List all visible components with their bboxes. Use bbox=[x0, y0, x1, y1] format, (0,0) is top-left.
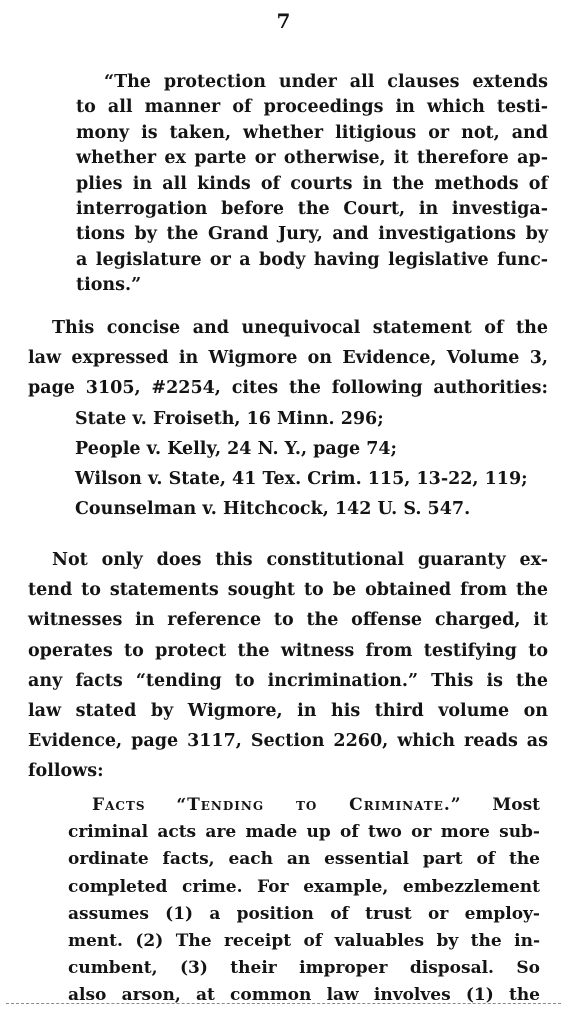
extract-line: assumes (1) a position of trust or employ- bbox=[68, 903, 540, 924]
extract-line: criminal acts are made up of two or more sub- bbox=[68, 822, 540, 843]
quote-line: to all manner of proceedings in which testi- bbox=[76, 97, 548, 118]
quote-line: a legislature or a body having legislative func- bbox=[76, 249, 548, 270]
paragraph-incrimination bbox=[28, 545, 548, 787]
paragraph-line: law expressed in Wigmore on Evidence, Volume 3, bbox=[28, 348, 548, 369]
page-bottom-rule bbox=[6, 1003, 561, 1004]
extract-line: ment. (2) The receipt of valuables by the in- bbox=[68, 931, 540, 952]
extract-line: also arson, at common law involves (1) the bbox=[68, 985, 540, 1006]
page-number: 7 bbox=[276, 9, 291, 33]
citation-list bbox=[28, 404, 548, 525]
citation-item: People v. Kelly, 24 N. Y., page 74; bbox=[75, 438, 398, 459]
extract-line-rest: Most bbox=[492, 795, 540, 815]
quote-line: interrogation before the Court, in investiga- bbox=[76, 199, 548, 220]
citation-item: Counselman v. Hitchcock, 142 U. S. 547. bbox=[75, 499, 471, 520]
extract-line: ordinate facts, each an essential part of the bbox=[68, 849, 540, 870]
extract-line: completed crime. For example, embezzlement bbox=[68, 876, 540, 897]
paragraph-line: page 3105, #2254, cites the following authorities: bbox=[28, 378, 548, 399]
quote-line: mony is taken, whether litigious or not, and bbox=[76, 122, 548, 143]
quote-line: tions by the Grand Jury, and investigations by bbox=[76, 224, 548, 245]
block-quotation bbox=[76, 70, 548, 299]
extract-heading-facts: Facts bbox=[92, 795, 146, 815]
paragraph-line: follows: bbox=[28, 761, 104, 782]
paragraph-line: Evidence, page 3117, Section 2260, which reads as bbox=[28, 731, 548, 752]
paragraph-line: law stated by Wigmore, in his third volume on bbox=[28, 701, 548, 722]
wigmore-extract bbox=[68, 792, 540, 1010]
extract-heading-tending: “Tending to Criminate.” bbox=[176, 795, 462, 815]
quote-line: whether ex parte or otherwise, it therefore ap- bbox=[76, 148, 548, 169]
quote-line: “The protection under all clauses extends bbox=[104, 72, 548, 92]
paragraph-line: tend to statements sought to be obtained from the bbox=[28, 580, 548, 601]
citation-item: Wilson v. State, 41 Tex. Crim. 115, 13-22, 119; bbox=[75, 469, 528, 490]
paragraph-line: This concise and unequivocal statement of the bbox=[52, 318, 548, 338]
quote-line: plies in all kinds of courts in the methods of bbox=[76, 173, 548, 194]
paragraph-line: Not only does this constitutional guaranty ex- bbox=[52, 550, 548, 570]
extract-first-line bbox=[68, 792, 540, 819]
paragraph-line: operates to protect the witness from testifying to bbox=[28, 640, 548, 661]
paragraph-line: witnesses in reference to the offense charged, it bbox=[28, 610, 548, 631]
citation-item: State v. Froiseth, 16 Minn. 296; bbox=[75, 408, 384, 429]
quote-line: tions.” bbox=[76, 275, 142, 296]
extract-line: cumbent, (3) their improper disposal. So bbox=[68, 958, 540, 979]
paragraph-line: any facts “tending to incrimination.” This is the bbox=[28, 670, 548, 691]
paragraph-authorities bbox=[28, 313, 548, 524]
